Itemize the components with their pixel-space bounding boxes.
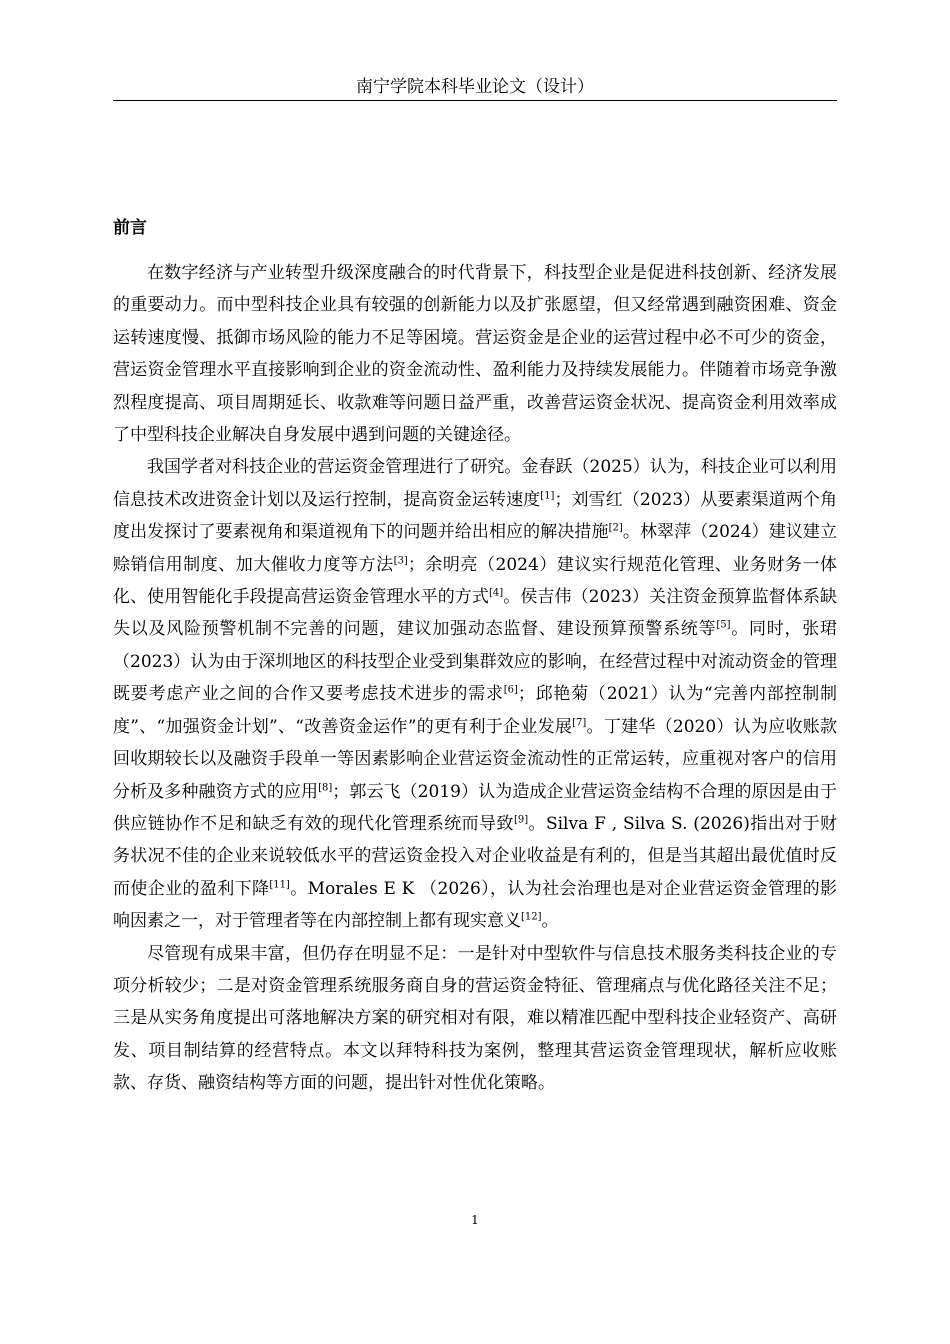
citation: [12]: [521, 911, 542, 923]
citation: [4]: [488, 587, 504, 599]
text-run: ；余明亮（2024）建议实行规范化管理、业务财务一体化、使用智能化手段提高营运资金管理水平的方式: [113, 554, 838, 608]
citation: [8]: [318, 781, 333, 793]
citation: [6]: [503, 684, 518, 696]
text-run: 。Morales E K （2026），认为社会治理也是对企业营运资金管理的影响因素之一，对于管理者等在内部控制上都有现实意义: [113, 878, 837, 932]
body-text: [113, 257, 837, 1100]
paragraph: [113, 451, 837, 937]
citation: [5]: [716, 619, 731, 631]
text-run: 尽管现有成果丰富，但仍存在明显不足：一是针对中型软件与信息技术服务类科技企业的专项分析较少；二是对资金管理系统服务商自身的营运资金特征、管理痛点与优化路径关注不足；三是从实务角度提出可落地解决方案的研究相对有限，难以精准匹配中型科技企业轻资产、高研发、项目制结算的经营特点。本文以拜特科技为案例，整理其营运资金管理现状，解析应收账款、存货、融资结构等方面的问题，提出针对性优化策略。: [113, 943, 837, 1094]
text-run: 。同时，张珺（2023）认为由于深圳地区的科技型企业受到集群效应的影响，在经营过程中对流动资金的管理既要考虑产业之间的合作又要考虑技术进步的需求: [113, 619, 838, 705]
text-run: ；邱艳菊（2021）认为“完善内部控制制度”、“加强资金计划”、“改善资金运作”的更有利于企业发展: [113, 684, 837, 737]
text-run: 我国学者对科技企业的营运资金管理进行了研究。金春跃（2025）认为，科技企业可以利用信息技术改进资金计划以及运行控制，提高资金运转速度: [113, 457, 837, 510]
citation: [7]: [572, 717, 587, 729]
text-run: ；郭云飞（2019）认为造成企业营运资金结构不合理的原因是由于供应链协作不足和缺乏有效的现代化管理系统而导致: [113, 781, 838, 834]
text-run: ；刘雪红（2023）从要素渠道两个角度出发探讨了要素视角和渠道视角下的问题并给出相应的解决措施: [113, 489, 838, 543]
text-run: 。侯吉伟（2023）关注资金预算监督体系缺失以及风险预警机制不完善的问题，建议加强动态监督、建设预算预警系统等: [113, 587, 838, 640]
citation: [11]: [269, 879, 290, 891]
text-run: 。林翠萍（2024）建议建立赊销信用制度、加大催收力度等方法: [113, 522, 838, 575]
text-run: 。丁建华（2020）认为应收账款回收期较长以及融资手段单一等因素影响企业营运资金流动性的正常运转，应重视对客户的信用分析及多种融资方式的应用: [113, 716, 837, 802]
paragraph: [113, 257, 837, 451]
section-title: 前言: [113, 218, 147, 238]
text-run: 。: [541, 911, 559, 932]
text-run: 。Silva F , Silva S. (2026)指出对于财务状况不佳的企业来说较低水平的营运资金投入对企业收益是有利的，但是当其超出最优值时反而使企业的盈利下降: [113, 813, 837, 899]
page-number: 1: [471, 1213, 479, 1227]
header-rule: [113, 100, 837, 101]
citation: [2]: [608, 522, 623, 534]
paragraph: [113, 938, 837, 1100]
citation: [9]: [513, 814, 529, 826]
running-header: 南宁学院本科毕业论文（设计）: [356, 77, 594, 97]
citation: [1]: [540, 490, 555, 502]
text-run: 在数字经济与产业转型升级深度融合的时代背景下，科技型企业是促进科技创新、经济发展的重要动力。而中型科技企业具有较强的创新能力以及扩张愿望，但又经常遇到融资困难、资金运转速度慢、抵御市场风险的能力不足等困境。营运资金是企业的运营过程中必不可少的资金，营运资金管理水平直接影响到企业的资金流动性、盈利能力及持续发展能力。伴随着市场竞争激烈程度提高、项目周期延长、收款难等问题日益严重，改善营运资金状况、提高资金利用效率成了中型科技企业解决自身发展中遇到问题的关键途径。: [113, 263, 837, 446]
citation: [3]: [393, 555, 408, 566]
